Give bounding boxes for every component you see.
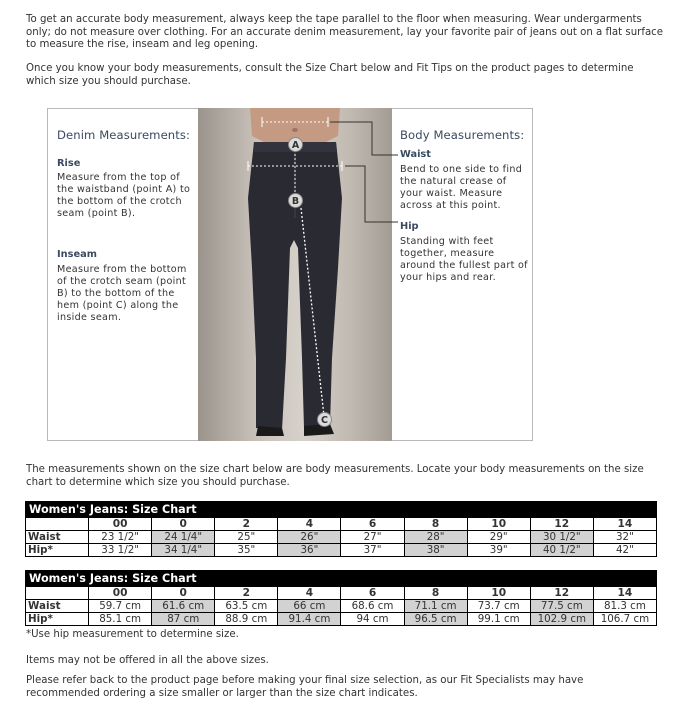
size-header: 0 <box>152 518 215 531</box>
size-header: 6 <box>341 518 404 531</box>
intro-paragraph-size-chart: Once you know your body measurements, consult the Size Chart below and Fit Tips on the product pages to determine which size you should purchase. <box>26 63 634 87</box>
hip-measurement-note: *Use hip measurement to determine size. <box>26 629 239 640</box>
body-measurements-heading: Body Measurements: <box>400 128 525 142</box>
inseam-description: Measure from the bottom of the crotch seam (point B) to the bottom of the hem (point C) along the inside seam. <box>57 264 187 324</box>
point-b-marker: B <box>288 193 303 208</box>
table-cell: 61.6 cm <box>152 600 215 613</box>
table-cell: 71.1 cm <box>404 600 467 613</box>
table-cell: 36" <box>278 544 341 557</box>
table-cell: 63.5 cm <box>215 600 278 613</box>
size-header: 12 <box>530 587 593 600</box>
size-header: 14 <box>593 587 656 600</box>
table-cell: 85.1 cm <box>89 613 152 626</box>
table-cell: 27" <box>341 531 404 544</box>
table-cell: 26" <box>278 531 341 544</box>
availability-note: Items may not be offered in all the above sizes. <box>26 655 269 666</box>
table-cell: 38" <box>404 544 467 557</box>
table-cell: 66 cm <box>278 600 341 613</box>
fit-specialist-note: Please refer back to the product page before making your final size selection, as our Fit Specialists may have recommended ordering a size smaller or larger than the size chart indicates. <box>26 675 584 699</box>
waist-title: Waist <box>400 149 431 160</box>
table-cell: 77.5 cm <box>530 600 593 613</box>
table-cell: 33 1/2" <box>89 544 152 557</box>
size-header: 00 <box>89 587 152 600</box>
size-header: 10 <box>467 518 530 531</box>
table-cell: 102.9 cm <box>530 613 593 626</box>
waist-row-label: Waist <box>26 600 89 613</box>
denim-measurements-heading: Denim Measurements: <box>57 128 191 142</box>
table-cell: 91.4 cm <box>278 613 341 626</box>
corner-cell <box>26 587 89 600</box>
size-header: 00 <box>89 518 152 531</box>
table-cell: 40 1/2" <box>530 544 593 557</box>
table-cell: 73.7 cm <box>467 600 530 613</box>
size-chart-title: Women's Jeans: Size Chart <box>26 502 657 518</box>
size-header: 12 <box>530 518 593 531</box>
table-cell: 34 1/4" <box>152 544 215 557</box>
waist-description: Bend to one side to find the natural crease of your waist. Measure across at this point. <box>400 164 523 212</box>
table-cell: 87 cm <box>152 613 215 626</box>
table-cell: 81.3 cm <box>593 600 656 613</box>
body-measurements-note: The measurements shown on the size chart below are body measurements. Locate your body measurements on the size chart to determine which size you should purchase. <box>26 464 644 488</box>
intro-paragraph: To get an accurate body measurement, always keep the tape parallel to the floor when measuring. Wear undergarments only; do not measure over clothing. For an accurate denim measurement, lay your favorite pair of jeans out on a flat surface to measure the rise, inseam and leg opening. <box>26 14 664 51</box>
table-cell: 39" <box>467 544 530 557</box>
size-header: 2 <box>215 587 278 600</box>
table-cell: 23 1/2" <box>89 531 152 544</box>
table-cell: 29" <box>467 531 530 544</box>
waist-row-label: Waist <box>26 531 89 544</box>
size-header: 10 <box>467 587 530 600</box>
size-header: 2 <box>215 518 278 531</box>
point-a-marker: A <box>288 137 303 152</box>
hip-title: Hip <box>400 221 419 232</box>
table-cell: 30 1/2" <box>530 531 593 544</box>
hip-row-label: Hip* <box>26 544 89 557</box>
size-header: 4 <box>278 587 341 600</box>
size-header: 0 <box>152 587 215 600</box>
size-header: 6 <box>341 587 404 600</box>
rise-title: Rise <box>57 158 81 169</box>
rise-description: Measure from the top of the waistband (point A) to the bottom of the crotch seam (point B). <box>57 172 191 220</box>
table-cell: 24 1/4" <box>152 531 215 544</box>
table-cell: 32" <box>593 531 656 544</box>
table-cell: 99.1 cm <box>467 613 530 626</box>
table-cell: 88.9 cm <box>215 613 278 626</box>
table-cell: 59.7 cm <box>89 600 152 613</box>
table-cell: 94 cm <box>341 613 404 626</box>
corner-cell <box>26 518 89 531</box>
size-header: 8 <box>404 518 467 531</box>
size-header: 8 <box>404 587 467 600</box>
table-cell: 96.5 cm <box>404 613 467 626</box>
table-cell: 42" <box>593 544 656 557</box>
table-cell: 37" <box>341 544 404 557</box>
size-header: 4 <box>278 518 341 531</box>
size-chart-centimeters <box>25 570 657 626</box>
hip-row-label: Hip* <box>26 613 89 626</box>
hip-description: Standing with feet together, measure around the fullest part of your hips and rear. <box>400 236 528 284</box>
table-cell: 68.6 cm <box>341 600 404 613</box>
size-chart-inches <box>25 501 657 557</box>
table-cell: 106.7 cm <box>593 613 656 626</box>
size-header: 14 <box>593 518 656 531</box>
table-cell: 35" <box>215 544 278 557</box>
table-cell: 25" <box>215 531 278 544</box>
inseam-title: Inseam <box>57 249 97 260</box>
size-chart-title: Women's Jeans: Size Chart <box>26 571 657 587</box>
table-cell: 28" <box>404 531 467 544</box>
point-c-marker: C <box>317 412 332 427</box>
connector-lines <box>320 115 400 225</box>
